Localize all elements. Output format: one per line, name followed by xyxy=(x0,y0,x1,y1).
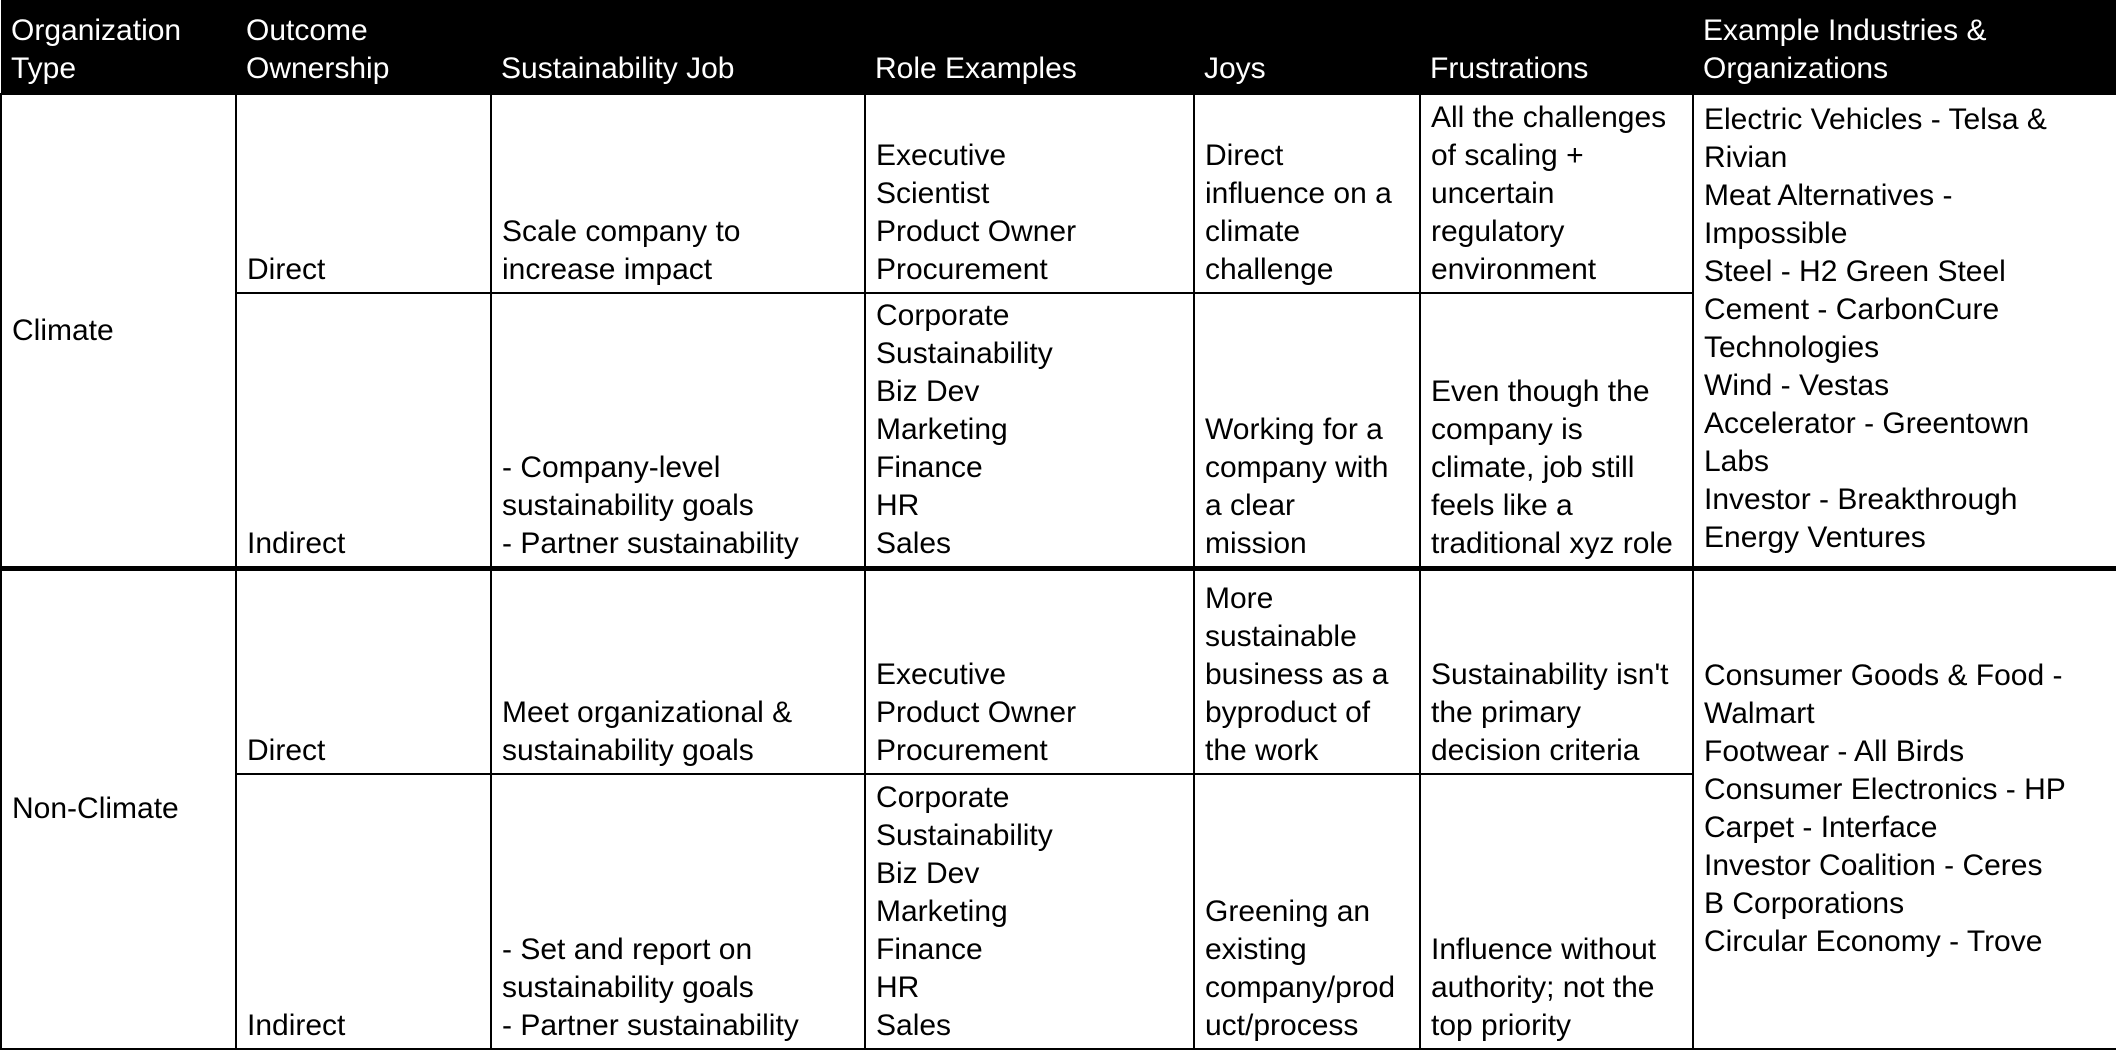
joys-cell: Working for a company with a clear mission xyxy=(1194,293,1420,569)
frustrations-cell: Even though the company is climate, job still feels like a traditional xyz role xyxy=(1420,293,1693,569)
header-outcome-ownership: Outcome Ownership xyxy=(236,0,491,94)
joys-cell: Greening an existing company/prod uct/process xyxy=(1194,774,1420,1049)
industries-non-climate: Consumer Goods & Food - Walmart Footwear - All Birds Consumer Electronics - HP Carpet - Interface Investor Coalition - Ceres B Corporations Circular Economy - Trove xyxy=(1693,569,2116,1049)
roles-cell: Corporate Sustainability Biz Dev Marketing Finance HR Sales xyxy=(865,293,1194,569)
frustrations-cell: Influence without authority; not the top priority xyxy=(1420,774,1693,1049)
table-row xyxy=(1,94,2116,293)
header-frustrations: Frustrations xyxy=(1420,0,1693,94)
table-header xyxy=(1,0,2116,94)
ownership-cell: Direct xyxy=(236,94,491,293)
ownership-cell: Indirect xyxy=(236,293,491,569)
job-cell: - Set and report on sustainability goals - Partner sustainability xyxy=(491,774,865,1049)
roles-cell: Executive Product Owner Procurement xyxy=(865,569,1194,774)
joys-cell: Direct influence on a climate challenge xyxy=(1194,94,1420,293)
org-type-climate: Climate xyxy=(1,94,236,569)
org-type-non-climate: Non-Climate xyxy=(1,569,236,1049)
header-example-industries: Example Industries & Organizations xyxy=(1693,0,2116,94)
joys-cell: More sustainable business as a byproduct of the work xyxy=(1194,569,1420,774)
header-joys: Joys xyxy=(1194,0,1420,94)
ownership-cell: Indirect xyxy=(236,774,491,1049)
roles-cell: Corporate Sustainability Biz Dev Marketing Finance HR Sales xyxy=(865,774,1194,1049)
header-sustainability-job: Sustainability Job xyxy=(491,0,865,94)
job-cell: Scale company to increase impact xyxy=(491,94,865,293)
table-row xyxy=(1,569,2116,774)
header-role-examples: Role Examples xyxy=(865,0,1194,94)
header-organization-type: Organization Type xyxy=(1,0,236,94)
ownership-cell: Direct xyxy=(236,569,491,774)
job-cell: - Company-level sustainability goals - Partner sustainability xyxy=(491,293,865,569)
table-body xyxy=(1,94,2116,1049)
frustrations-cell: All the challenges of scaling + uncertain regulatory environment xyxy=(1420,94,1693,293)
industries-climate: Electric Vehicles - Telsa & Rivian Meat Alternatives - Impossible Steel - H2 Green Steel Cement - CarbonCure Technologies Wind - Vestas Accelerator - Greentown Labs Investor - Breakthrough Energy Ventures xyxy=(1693,94,2116,569)
roles-cell: Executive Scientist Product Owner Procurement xyxy=(865,94,1194,293)
job-cell: Meet organizational & sustainability goals xyxy=(491,569,865,774)
header-row xyxy=(1,0,2116,94)
frustrations-cell: Sustainability isn't the primary decision criteria xyxy=(1420,569,1693,774)
